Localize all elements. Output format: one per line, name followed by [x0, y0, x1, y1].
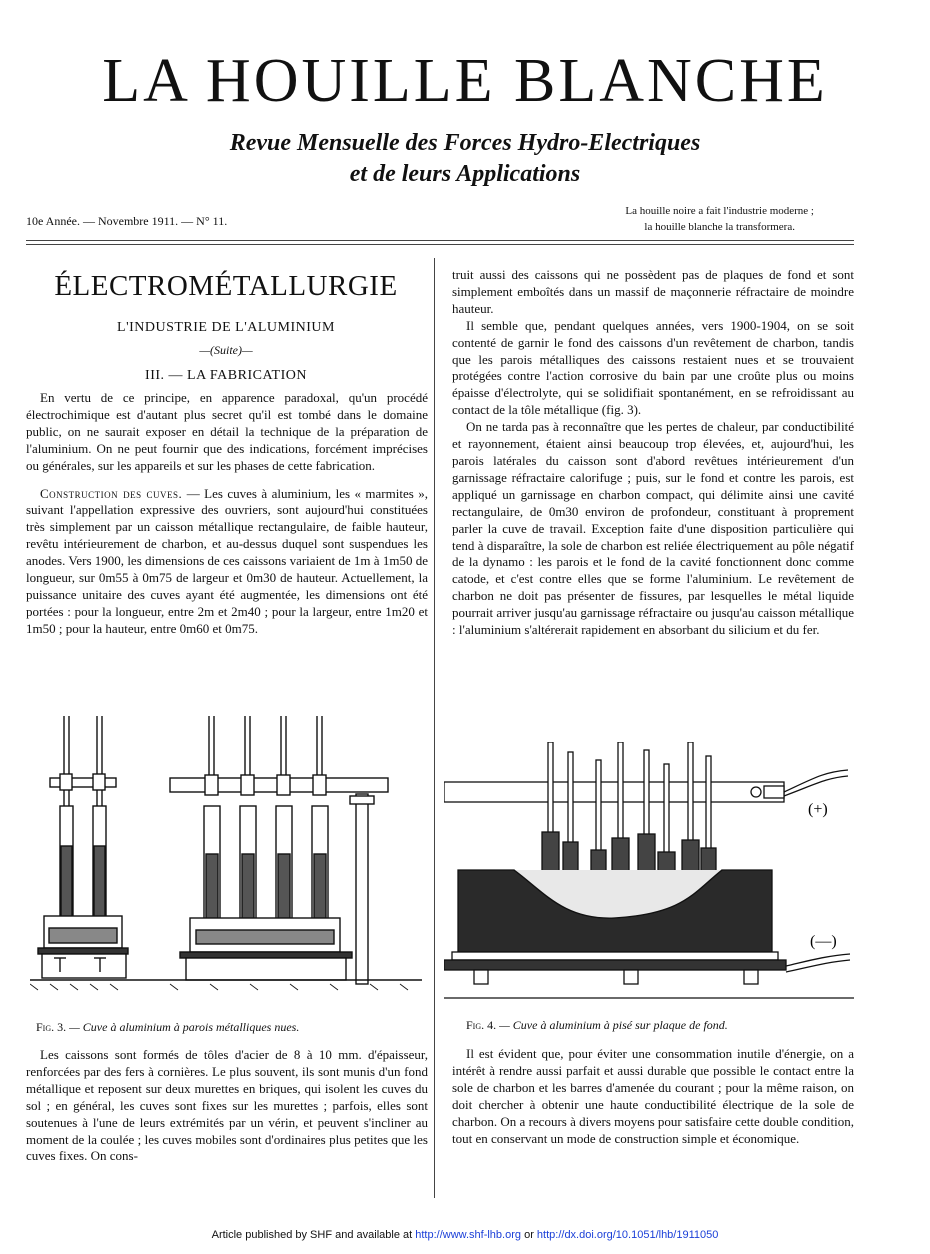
- journal-subtitle-line1: Revue Mensuelle des Forces Hydro-Electriques: [229, 130, 701, 156]
- header-rule: [26, 240, 854, 241]
- journal-subtitle-line2: et de leurs Applications: [349, 161, 581, 187]
- footer-note: [0, 1229, 930, 1241]
- negative-terminal-label: (—): [810, 933, 837, 950]
- footer-prefix: Article published by SHF and available at: [211, 1229, 416, 1241]
- header-rule-2: [26, 244, 854, 245]
- article-suite: —(Suite)—: [199, 343, 253, 357]
- paragraph: Il est évident que, pour éviter une consommation inutile d'énergie, on a intérêt à rendre aussi parfait et aussi durable que possible le contact entre la sole de charbon et les barres d'amenée du courant ; pour la même raison, on doit chercher à obtenir une haute conductibilité électrique de la sole de charbon. On a recours à divers moyens pour satisfaire cette double condition, tout en conservant un mode de construction simple et économique.: [452, 1046, 854, 1146]
- paragraph: En vertu de ce principe, en apparence paradoxal, qu'un procédé électrochimique est d'autant plus secret qu'il est tombé dans le domaine public, on ne saurait exposer en détail la technique de la préparation de l'aluminium. On ne peut fournir que des indications, forcément imprécises ou générales, sur les appareils et sur les phases de cette fabrication.: [26, 390, 428, 473]
- right-column-bottom: [452, 1046, 854, 1147]
- figure-3-caption-text: — Cuve à aluminium à parois métalliques nues.: [66, 1020, 300, 1034]
- left-column-bottom: [26, 1047, 428, 1165]
- paragraph: Les caissons sont formés de tôles d'acier de 8 à 10 mm. d'épaisseur, renforcées par des fers à cornières. Le plus souvent, ils sont munis d'un fond métallique et reposent sur deux murettes en briques, qui isolent les cuves du sol ; en général, les cuves sont fixes sur les murettes ; parfois, elles sont soutenues à l'une de leurs extrémités par un vérin, et peuvent s'incliner au moment de la coulée ; les cuves mobiles sont d'ordinaires plus petites que les cuves fixes. On cons-: [26, 1047, 428, 1164]
- figure-4-label: Fig. 4.: [466, 1018, 497, 1032]
- section-title: ÉLECTROMÉTALLURGIE: [54, 270, 398, 302]
- paragraph-text: — Les cuves à aluminium, les « marmites », suivant l'appellation expressive des ouvriers, sont aujourd'hui constituées très simplement par un caisson métallique rectangulaire, de faible hauteur, revêtu intérieurement de charbon, et au-dessus duquel sont suspendues les anodes. Vers 1900, les dimensions de ces caissons variaient de 1m à 1m50 de longueur, sur 0m55 à 0m75 de largeur et 0m30 de hauteur. Actuellement, la puissance unitaire des cuves ayant été augmentée, les dimensions ont été portées : pour la longueur, entre 2m et 2m40 ; pour la largeur, entre 1m20 et 1m50 ; pour la hauteur, entre 0m60 et 0m75.: [26, 485, 428, 636]
- motto-line1: La houille noire a fait l'industrie moderne ;: [625, 205, 814, 217]
- figure-3-caption: [36, 1020, 299, 1035]
- figure-4-illustration: [444, 742, 854, 1010]
- figure-3-illustration: [30, 716, 422, 1012]
- paragraph: [26, 486, 428, 638]
- paragraph: Il semble que, pendant quelques années, vers 1900-1904, on se soit contenté de garnir le fond des caissons d'un revêtement de charbon, tandis que les parois métalliques des caissons restaient nues et se trouvaient protégées contre l'action corrosive du bain par une croûte plus ou moins épaisse d'électrolyte, qui se solidifiait spontanément, en se refroidissant au contact de la tôle métallique (fig. 3).: [452, 317, 854, 418]
- figure-4-caption: [466, 1018, 728, 1033]
- right-column-top: [452, 267, 854, 639]
- run-in-heading: Construction des cuves.: [40, 485, 183, 501]
- motto-line2: la houille blanche la transformera.: [644, 221, 795, 233]
- paragraph: truit aussi des caissons qui ne possèdent pas de plaques de fond et sont simplement emboîtés dans un massif de maçonnerie réfractaire de moindre hauteur.: [452, 267, 854, 316]
- footer-link-shf[interactable]: http://www.shf-lhb.org: [415, 1229, 522, 1241]
- positive-terminal-label: (+): [808, 801, 828, 818]
- paragraph: On ne tarda pas à reconnaître que les pertes de chaleur, par conductibilité et rayonnement, étaient ainsi beaucoup trop élevées, et, aujourd'hui, les parois latérales du caisson sont d'abord revêtues intérieurement d'un garnissage réfractaire calorifuge ; puis, sur le fond et contre les parois, est appliqué un garnissage en charbon compact, qui délimite ainsi une cavité rectangulaire, de 0m30 environ de profondeur, constituant à proprement parler la cuve de travail. Exception faite d'une disposition particulière qui tend à disparaître, la sole de charbon est reliée électriquement au pôle négatif de la dynamo : les parois et le fond de la cavité fonctionnent donc comme catode, et c'est contre elles que se forme l'aluminium. Le revêtement de charbon ne doit pas présenter de fissures, par lesquelles le métal liquide pourrait arriver jusqu'au garnissage réfractaire ou jusqu'au caisson métallique : l'aluminium s'altérerait rapidement en absorbant du silicium et du fer.: [452, 419, 854, 638]
- motto: [625, 203, 814, 235]
- part-heading: III. — LA FABRICATION: [145, 368, 307, 383]
- column-divider: [434, 258, 435, 1198]
- journal-title: LA HOUILLE BLANCHE: [102, 47, 828, 115]
- article-title: L'INDUSTRIE DE L'ALUMINIUM: [117, 320, 335, 335]
- figure-4-caption-text: — Cuve à aluminium à pisé sur plaque de fond.: [496, 1018, 728, 1032]
- footer-link-doi[interactable]: http://dx.doi.org/10.1051/lhb/1911050: [536, 1229, 719, 1241]
- figure-3-label: Fig. 3.: [36, 1020, 67, 1034]
- issue-info: 10e Année. — Novembre 1911. — N° 11.: [26, 214, 228, 228]
- left-column-top: [26, 390, 428, 638]
- footer-middle: or: [521, 1229, 537, 1241]
